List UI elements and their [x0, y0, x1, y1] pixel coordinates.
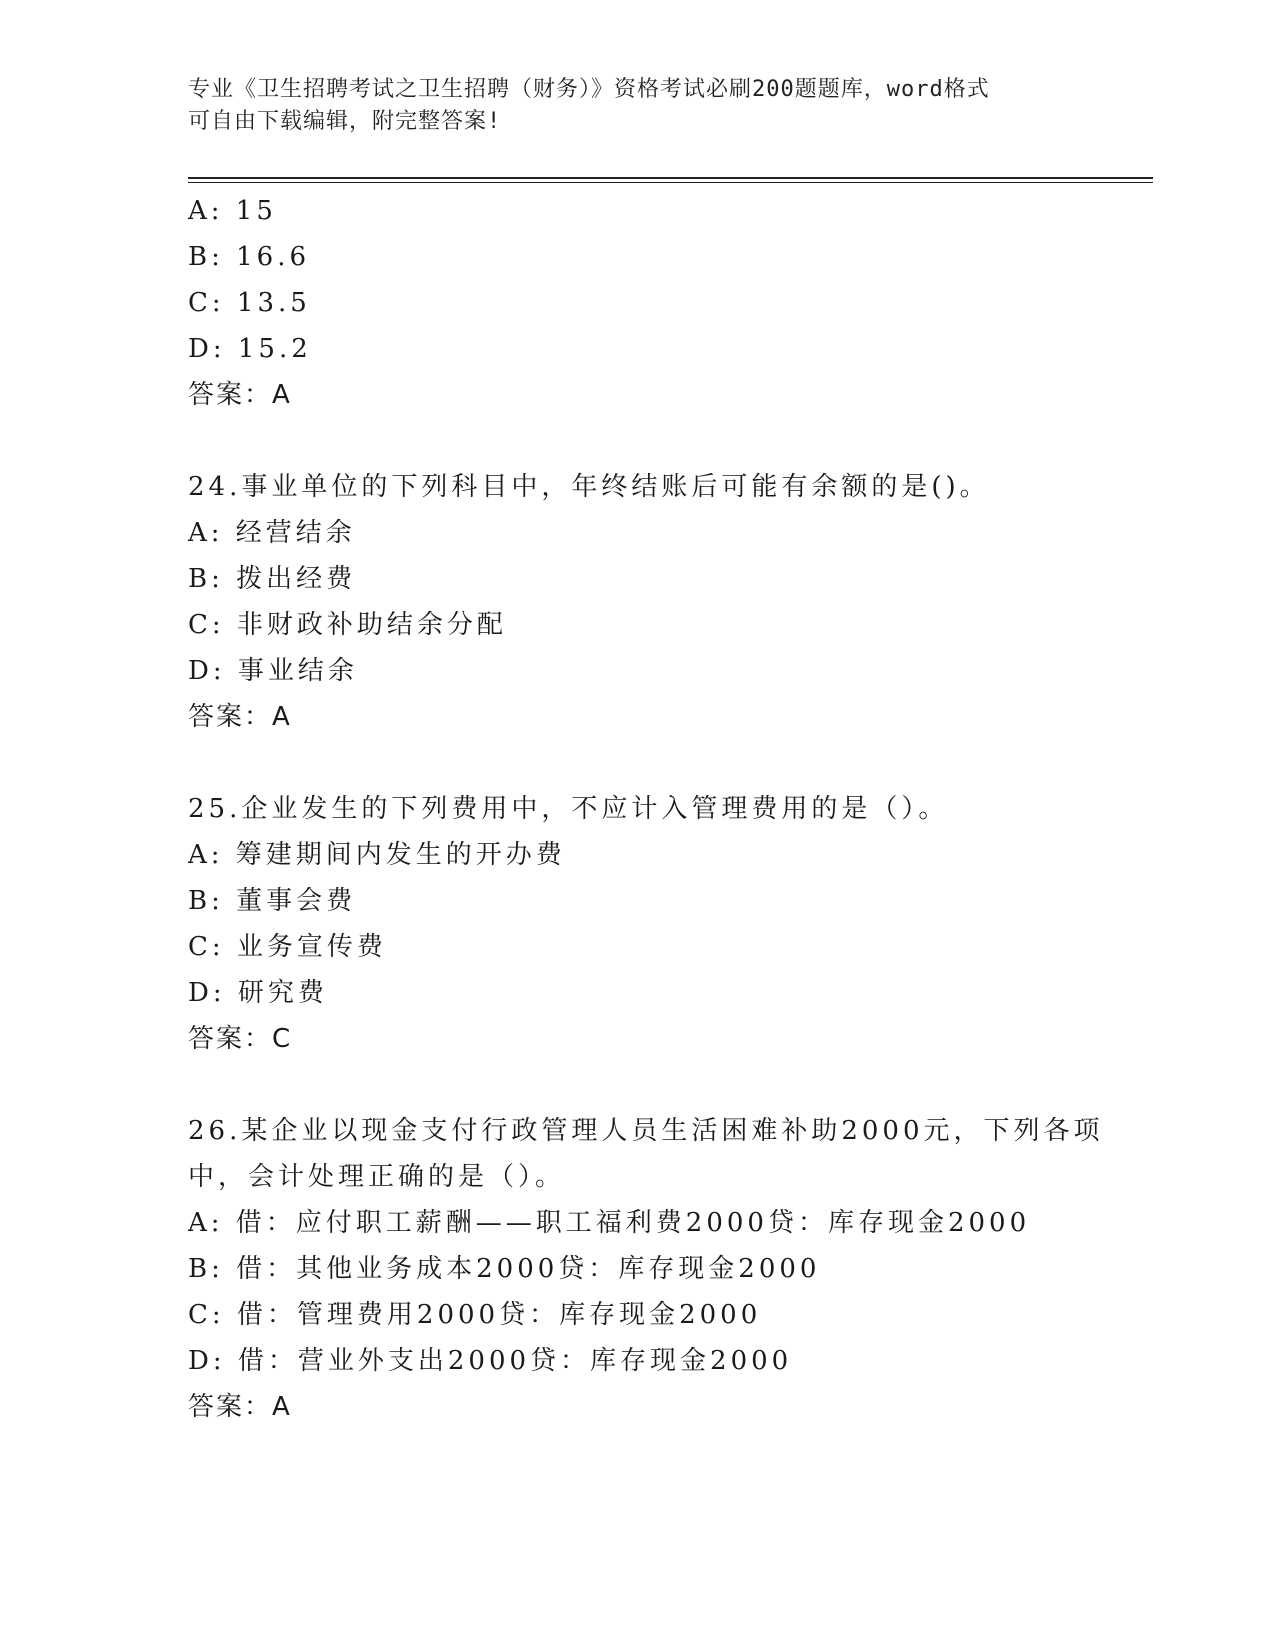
option-b: B: 拨出经费 [188, 564, 357, 594]
question-text: 24.事业单位的下列科目中，年终结账后可能有余额的是()。 [188, 472, 990, 502]
header-divider-thick [188, 177, 1153, 179]
answer: 答案：A [188, 1392, 292, 1422]
question-text-line-1: 26.某企业以现金支付行政管理人员生活困难补助2000元，下列各项 [188, 1116, 1104, 1146]
header-line-1: 专业《卫生招聘考试之卫生招聘（财务）》资格考试必刷200题题库，word格式 [188, 77, 990, 102]
question-23 [188, 188, 1148, 418]
document-header [188, 74, 1068, 138]
question-26 [188, 1108, 1148, 1430]
option-d: D: 15.2 [188, 334, 312, 364]
option-b: B: 16.6 [188, 242, 311, 272]
option-b: B: 借：其他业务成本2000贷：库存现金2000 [188, 1254, 821, 1284]
answer: 答案：C [188, 1024, 293, 1054]
option-d: D: 研究费 [188, 978, 328, 1008]
spacer [188, 1062, 1148, 1108]
question-25 [188, 786, 1148, 1062]
option-b: B: 董事会费 [188, 886, 357, 916]
option-c: C: 业务宣传费 [188, 932, 387, 962]
spacer [188, 740, 1148, 786]
option-a: A: 经营结余 [188, 518, 356, 548]
answer: 答案：A [188, 702, 292, 732]
answer: 答案：A [188, 380, 292, 410]
option-d: D: 事业结余 [188, 656, 358, 686]
option-d: D: 借：营业外支出2000贷：库存现金2000 [188, 1346, 793, 1376]
question-text: 25.企业发生的下列费用中，不应计入管理费用的是（）。 [188, 794, 949, 824]
question-text-line-2: 中，会计处理正确的是（）。 [188, 1162, 566, 1192]
option-c: C: 13.5 [188, 288, 311, 318]
option-c: C: 非财政补助结余分配 [188, 610, 507, 640]
option-a: A: 15 [188, 196, 277, 226]
header-line-2: 可自由下载编辑，附完整答案! [188, 109, 502, 134]
question-24 [188, 464, 1148, 740]
option-a: A: 借：应付职工薪酬——职工福利费2000贷：库存现金2000 [188, 1208, 1031, 1238]
option-a: A: 筹建期间内发生的开办费 [188, 840, 566, 870]
question-list [188, 188, 1148, 1430]
spacer [188, 418, 1148, 464]
header-divider-thin [188, 182, 1153, 183]
option-c: C: 借：管理费用2000贷：库存现金2000 [188, 1300, 762, 1330]
